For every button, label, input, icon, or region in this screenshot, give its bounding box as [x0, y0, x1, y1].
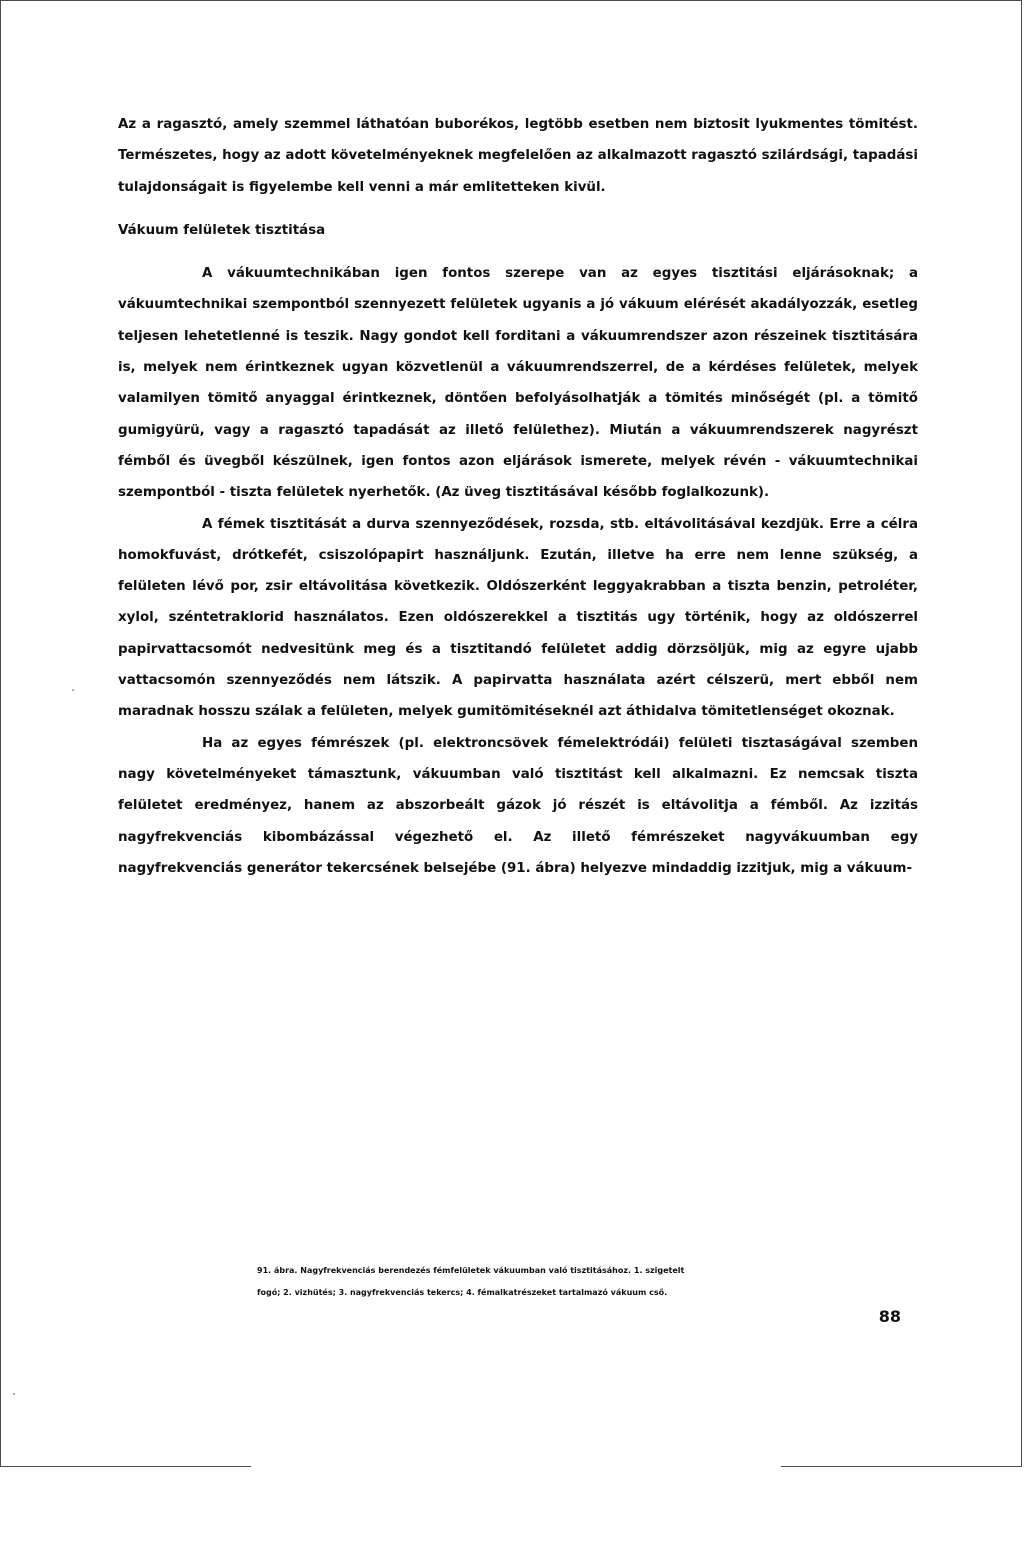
section-heading: Vákuum felületek tisztitása [118, 222, 326, 238]
figure-caption [257, 1260, 787, 1304]
paragraph-adhesive: Az a ragasztó, amely szemmel láthatóan buborékos, legtöbb esetben nem biztosit lyukmentes tömitést. Természetes, hogy az adott követelményeknek megfelelően az alkalmazott ragasztó szilárdsági, tapadási tulajdonságait is figyelembe kell venni a már emlitetteken kivül. [118, 117, 918, 195]
paragraph-metal-cleaning: A fémek tisztitását a durva szennyeződések, rozsda, stb. eltávolitásával kezdjük. Erre a célra homokfuvást, drótkefét, csiszolópapirt használjunk. Ezután, illetve ha erre nem lenne szükség, a felületen lévő por, zsir eltávolitása következik. Oldószerként leggyakrabban a tiszta benzin, petroléter, xylol, széntetraklorid használatos. Ezen oldószerekkel a tisztitás ugy történik, hogy az oldószerrel papirvattacsomót nedvesitünk meg és a tisztitandó felületet addig dörzsöljük, mig az egyre ujabb vattacsomón szennyeződés nem látszik. A papirvatta használata azért célszerü, mert ebből nem maradnak hosszu szálak a felületen, melyek gumitömitéseknél azt áthidalva tömitetlenséget okoznak. [118, 516, 918, 720]
scan-speck [13, 1393, 15, 1395]
scan-speck [72, 689, 74, 691]
caption-line-2: fogó; 2. vizhütés; 3. nagyfrekvenciás tekercs; 4. fémalkatrészeket tartalmazó vákuum cső. [257, 1288, 668, 1297]
paragraph-vacuum-heating: Ha az egyes fémrészek (pl. elektroncsövek fémelektródái) felületi tisztaságával szemben nagy követelményeket támasztunk, vákuumban való tisztitást kell alkalmazni. Ez nemcsak tiszta felületet eredményez, hanem az abszorbeált gázok jó részét is eltávolitja a fémből. Az izzitás nagyfrekvenciás kibombázással végezhető el. Az illető fémrészeket nagyvákuumban egy nagyfrekvenciás generátor tekercsének belsejébe (91. ábra) helyezve mindaddig izzitjuk, mig a vákuum- [118, 735, 918, 876]
body-text [118, 109, 918, 884]
paragraph-vacuum-cleaning: A vákuumtechnikában igen fontos szerepe van az egyes tisztitási eljárásoknak; a vákuumtechnikai szempontból szennyezett felületek ugyanis a jó vákuum elérését akadályozzák, esetleg teljesen lehetetlenné is teszik. Nagy gondot kell forditani a vákuumrendszer azon részeinek tisztitására is, melyek nem érintkeznek ugyan közvetlenül a vákuumrendszerrel, de a kérdéses felületek, melyek valamilyen tömitő anyaggal érintkeznek, döntően befolyásolhatják a tömités minőségét (pl. a tömitő gumigyürü, vagy a ragasztó tapadását az illető felülethez). Miután a vákuumrendszerek nagyrészt fémből és üvegből készülnek, igen fontos azon eljárások ismerete, melyek révén - vákuumtechnikai szempontból - tiszta felületek nyerhetők. (Az üveg tisztitásával később foglalkozunk). [118, 266, 918, 501]
caption-line-1: 91. ábra. Nagyfrekvenciás berendezés fémfelületek vákuumban való tisztitásához. 1. szigetelt [257, 1266, 685, 1275]
page-number: 88 [878, 1307, 901, 1326]
